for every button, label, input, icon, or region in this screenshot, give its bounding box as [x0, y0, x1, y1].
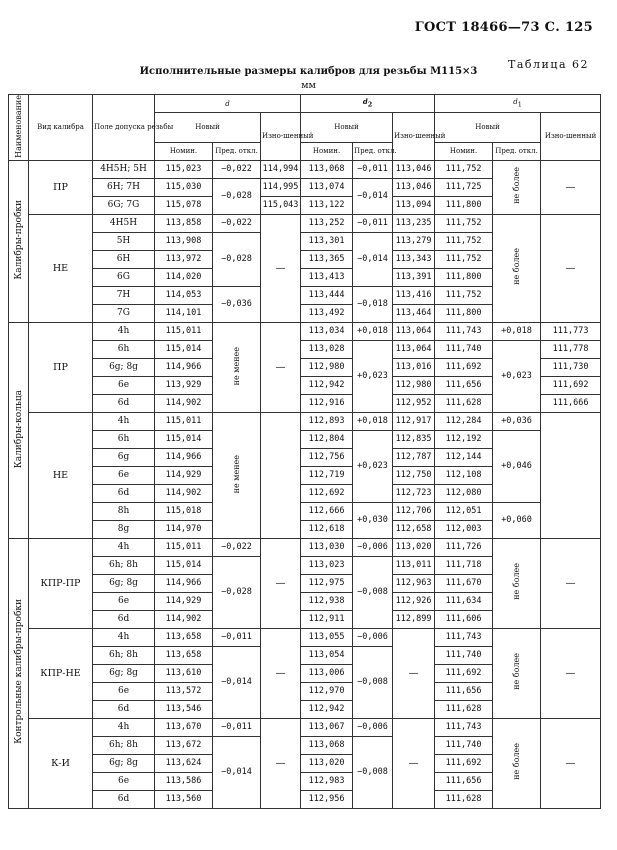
table-body: [9, 160, 601, 808]
cell-d1-nom: 111,628: [435, 394, 493, 412]
tolerance-field: 6g; 8g: [93, 358, 155, 376]
col-d2: $d_2$: [301, 95, 435, 113]
cell-d1-nom: 112,192: [435, 430, 493, 448]
cell-d1-nom: 111,718: [435, 556, 493, 574]
calibre-type: К-И: [29, 718, 93, 808]
col-vid: Вид калибра: [29, 95, 93, 161]
cell-d1-pred: не более: [493, 160, 541, 214]
cell-d-izn: —: [261, 538, 301, 628]
cell-d2-nom: 113,028: [301, 340, 353, 358]
col-d1-nomin: Номин.: [435, 142, 493, 160]
cell-d-nom: 113,658: [155, 646, 213, 664]
table-row: [9, 718, 601, 736]
col-d2-nomin: Номин.: [301, 142, 353, 160]
cell-d1-nom: 111,800: [435, 268, 493, 286]
cell-d2-pred: −0,014: [353, 232, 393, 286]
cell-d-izn: —: [261, 322, 301, 412]
cell-d2-nom: 113,122: [301, 196, 353, 214]
cell-d1-nom: 112,108: [435, 466, 493, 484]
cell-d1-nom: 111,670: [435, 574, 493, 592]
cell-d2-pred: −0,011: [353, 160, 393, 178]
cell-d2-nom: 113,444: [301, 286, 353, 304]
cell-d2-izn: 112,787: [393, 448, 435, 466]
cell-d2-izn: 112,917: [393, 412, 435, 430]
cell-d-pred: не менее: [213, 322, 261, 412]
cell-d1-izn: —: [541, 160, 601, 214]
tolerance-field: 6G; 7G: [93, 196, 155, 214]
cell-d-nom: 113,858: [155, 214, 213, 232]
cell-d2-pred: −0,008: [353, 556, 393, 628]
cell-d-nom: 115,014: [155, 340, 213, 358]
tolerance-field: 6g; 8g: [93, 754, 155, 772]
cell-d2-nom: 112,942: [301, 700, 353, 718]
cell-d1-nom: 111,752: [435, 250, 493, 268]
cell-d-pred: −0,014: [213, 646, 261, 718]
cell-d-pred: −0,022: [213, 214, 261, 232]
cell-d2-izn: 112,963: [393, 574, 435, 592]
tolerance-field: 4H5H: [93, 214, 155, 232]
cell-d2-izn: 112,835: [393, 430, 435, 448]
cell-d2-izn: —: [393, 628, 435, 718]
cell-d-nom: 115,014: [155, 556, 213, 574]
cell-d2-izn: 113,064: [393, 340, 435, 358]
cell-d-nom: 115,014: [155, 430, 213, 448]
cell-d-nom: 115,011: [155, 412, 213, 430]
tolerance-field: 6e: [93, 376, 155, 394]
cell-d1-nom: 111,656: [435, 772, 493, 790]
cell-d1-nom: 111,692: [435, 754, 493, 772]
cell-d2-nom: 113,074: [301, 178, 353, 196]
calibre-type: ПР: [29, 160, 93, 214]
cell-d-nom: 115,018: [155, 502, 213, 520]
tolerance-field: 4h: [93, 628, 155, 646]
col-d1: $d_1$: [435, 95, 601, 113]
cell-d2-pred: +0,023: [353, 340, 393, 412]
cell-d2-pred: +0,030: [353, 502, 393, 538]
cell-d-izn: 115,043: [261, 196, 301, 214]
cell-d1-pred: не более: [493, 214, 541, 322]
cell-d-nom: 114,101: [155, 304, 213, 322]
table-title: Исполнительные размеры калибров для резьбы М115×3: [139, 66, 478, 77]
cell-d2-nom: 112,980: [301, 358, 353, 376]
cell-d-nom: 113,972: [155, 250, 213, 268]
cell-d2-izn: 113,016: [393, 358, 435, 376]
tolerance-field: 8g: [93, 520, 155, 538]
col-d-nomin: Номин.: [155, 142, 213, 160]
cell-d1-nom: 112,284: [435, 412, 493, 430]
cell-d2-pred: +0,023: [353, 430, 393, 502]
cell-d2-nom: 112,692: [301, 484, 353, 502]
cell-d2-nom: 113,023: [301, 556, 353, 574]
cell-d-izn: —: [261, 628, 301, 718]
calibre-type: КПР-ПР: [29, 538, 93, 628]
tolerance-field: 4h: [93, 412, 155, 430]
cell-d1-nom: 111,740: [435, 646, 493, 664]
cell-d2-pred: −0,006: [353, 718, 393, 736]
cell-d2-nom: 113,252: [301, 214, 353, 232]
tolerance-field: 6d: [93, 700, 155, 718]
cell-d-nom: 113,546: [155, 700, 213, 718]
cell-d-nom: 113,572: [155, 682, 213, 700]
col-d1-novyi: Новый: [435, 113, 541, 143]
cell-d2-nom: 112,916: [301, 394, 353, 412]
table-row: [9, 340, 601, 358]
tolerance-field: 6d: [93, 610, 155, 628]
cell-d-nom: 115,023: [155, 160, 213, 178]
cell-d2-izn: 113,343: [393, 250, 435, 268]
tolerance-field: 6h: [93, 430, 155, 448]
cell-d1-izn: —: [541, 628, 601, 718]
cell-d-nom: 114,020: [155, 268, 213, 286]
cell-d2-nom: 112,942: [301, 376, 353, 394]
col-d-pred: Пред. откл.: [213, 142, 261, 160]
cell-d1-pred: +0,018: [493, 322, 541, 340]
cell-d2-nom: 112,666: [301, 502, 353, 520]
calibre-type: НЕ: [29, 412, 93, 538]
cell-d1-izn: —: [541, 718, 601, 808]
cell-d-nom: 113,672: [155, 736, 213, 754]
page-header: ГОСТ 18466—73 С. 125: [414, 20, 593, 35]
cell-d2-izn: 112,980: [393, 376, 435, 394]
cell-d2-pred: +0,018: [353, 322, 393, 340]
tolerance-field: 4h: [93, 718, 155, 736]
cell-d1-nom: 111,606: [435, 610, 493, 628]
cell-d-izn: —: [261, 214, 301, 322]
tolerance-field: 6e: [93, 592, 155, 610]
cell-d2-nom: 112,938: [301, 592, 353, 610]
cell-d1-izn: 111,666: [541, 394, 601, 412]
cell-d-pred: −0,028: [213, 556, 261, 628]
cell-d1-nom: 111,656: [435, 376, 493, 394]
tolerance-field: 6H: [93, 250, 155, 268]
cell-d2-pred: +0,018: [353, 412, 393, 430]
cell-d2-izn: 112,952: [393, 394, 435, 412]
cell-d2-izn: 112,723: [393, 484, 435, 502]
cell-d-nom: 113,658: [155, 628, 213, 646]
cell-d-pred: −0,011: [213, 718, 261, 736]
cell-d1-nom: 112,051: [435, 502, 493, 520]
cell-d2-izn: 113,046: [393, 160, 435, 178]
cell-d-pred: −0,036: [213, 286, 261, 322]
table-row: [9, 412, 601, 430]
cell-d1-pred: +0,060: [493, 502, 541, 538]
cell-d1-nom: 111,740: [435, 340, 493, 358]
table-row: [9, 628, 601, 646]
cell-d2-izn: 112,706: [393, 502, 435, 520]
tolerance-field: 7G: [93, 304, 155, 322]
cell-d2-pred: −0,014: [353, 178, 393, 214]
tolerance-field: 7H: [93, 286, 155, 304]
cell-d1-pred: +0,023: [493, 340, 541, 412]
cell-d-nom: 114,966: [155, 358, 213, 376]
cell-d1-nom: 111,634: [435, 592, 493, 610]
col-d2-pred: Пред. откл.: [353, 142, 393, 160]
cell-d1-nom: 111,752: [435, 160, 493, 178]
cell-d1-nom: 111,752: [435, 286, 493, 304]
cell-d2-izn: 113,064: [393, 322, 435, 340]
tolerance-field: 6e: [93, 466, 155, 484]
cell-d1-nom: 111,800: [435, 196, 493, 214]
cell-d2-izn: 113,279: [393, 232, 435, 250]
cell-d2-nom: 112,804: [301, 430, 353, 448]
cell-d1-nom: 111,752: [435, 232, 493, 250]
cell-d-nom: 114,966: [155, 574, 213, 592]
cell-d-nom: 113,624: [155, 754, 213, 772]
col-d-novyi: Новый: [155, 113, 261, 143]
cell-d-izn: [261, 412, 301, 538]
table-row: [9, 322, 601, 340]
cell-d-nom: 115,011: [155, 322, 213, 340]
cell-d2-izn: 113,011: [393, 556, 435, 574]
tolerance-field: 4h: [93, 322, 155, 340]
cell-d2-pred: −0,011: [353, 214, 393, 232]
cell-d2-nom: 113,054: [301, 646, 353, 664]
table-row: [9, 160, 601, 178]
cell-d-nom: 113,560: [155, 790, 213, 808]
cell-d1-izn: 111,730: [541, 358, 601, 376]
cell-d-izn: 114,994: [261, 160, 301, 178]
tolerance-field: 4h: [93, 538, 155, 556]
cell-d2-pred: −0,006: [353, 628, 393, 646]
cell-d1-nom: 112,003: [435, 520, 493, 538]
cell-d2-nom: 113,067: [301, 718, 353, 736]
cell-d2-nom: 112,719: [301, 466, 353, 484]
cell-d-nom: 113,610: [155, 664, 213, 682]
cell-d-nom: 113,929: [155, 376, 213, 394]
cell-d2-izn: 112,926: [393, 592, 435, 610]
cell-d2-nom: 112,618: [301, 520, 353, 538]
cell-d2-nom: 112,756: [301, 448, 353, 466]
cell-d2-nom: 113,006: [301, 664, 353, 682]
cell-d1-nom: 111,726: [435, 538, 493, 556]
cell-d2-izn: 113,046: [393, 178, 435, 196]
cell-d1-nom: 111,692: [435, 664, 493, 682]
tolerance-field: 6e: [93, 682, 155, 700]
table-row: [9, 214, 601, 232]
cell-d-nom: 114,053: [155, 286, 213, 304]
cell-d2-izn: 113,391: [393, 268, 435, 286]
cell-d2-nom: 112,911: [301, 610, 353, 628]
cell-d2-izn: 113,464: [393, 304, 435, 322]
cell-d1-nom: 111,743: [435, 718, 493, 736]
cell-d1-pred: не более: [493, 718, 541, 808]
cell-d1-nom: 111,725: [435, 178, 493, 196]
cell-d1-izn: 111,773: [541, 322, 601, 340]
cell-d-nom: 113,586: [155, 772, 213, 790]
calibre-type: ПР: [29, 322, 93, 412]
cell-d-pred: −0,028: [213, 178, 261, 214]
group-label: Контрольные калибры-пробки: [9, 538, 29, 808]
cell-d2-nom: 112,893: [301, 412, 353, 430]
tolerance-field: 6e: [93, 772, 155, 790]
cell-d1-nom: 111,692: [435, 358, 493, 376]
cell-d2-nom: 112,983: [301, 772, 353, 790]
cell-d1-nom: 111,628: [435, 700, 493, 718]
tolerance-field: 6g; 8g: [93, 574, 155, 592]
col-d2-izn: Изно-шенный: [393, 113, 435, 161]
cell-d2-nom: 112,970: [301, 682, 353, 700]
cell-d2-nom: 113,034: [301, 322, 353, 340]
cell-d-nom: 114,966: [155, 448, 213, 466]
cell-d2-nom: 113,030: [301, 538, 353, 556]
cell-d2-nom: 112,956: [301, 790, 353, 808]
cell-d-nom: 113,670: [155, 718, 213, 736]
cell-d2-nom: 113,365: [301, 250, 353, 268]
cell-d1-nom: 111,743: [435, 322, 493, 340]
unit-label: мм: [301, 80, 316, 91]
col-d2-novyi: Новый: [301, 113, 393, 143]
cell-d1-pred: не более: [493, 538, 541, 628]
cell-d2-nom: 113,068: [301, 160, 353, 178]
cell-d-nom: 114,902: [155, 394, 213, 412]
tolerance-field: 6d: [93, 790, 155, 808]
tolerance-field: 6G: [93, 268, 155, 286]
cell-d2-izn: 113,235: [393, 214, 435, 232]
cell-d2-pred: −0,018: [353, 286, 393, 322]
cell-d2-izn: 113,416: [393, 286, 435, 304]
cell-d2-nom: 113,492: [301, 304, 353, 322]
group-label: Калибры-кольца: [9, 322, 29, 538]
col-naim: Наименование: [9, 95, 29, 161]
cell-d1-nom: 111,740: [435, 736, 493, 754]
cell-d2-izn: 112,750: [393, 466, 435, 484]
cell-d-nom: 115,030: [155, 178, 213, 196]
tolerance-field: 6H; 7H: [93, 178, 155, 196]
cell-d1-nom: 111,752: [435, 214, 493, 232]
cell-d-nom: 115,078: [155, 196, 213, 214]
cell-d1-nom: 111,656: [435, 682, 493, 700]
cell-d1-izn: —: [541, 214, 601, 322]
cell-d2-izn: 113,094: [393, 196, 435, 214]
cell-d1-nom: 111,628: [435, 790, 493, 808]
cell-d2-nom: 113,413: [301, 268, 353, 286]
tolerance-field: 6d: [93, 394, 155, 412]
cell-d-izn: 114,995: [261, 178, 301, 196]
cell-d-pred: −0,022: [213, 538, 261, 556]
col-d: d: [155, 95, 301, 113]
cell-d1-nom: 112,144: [435, 448, 493, 466]
cell-d1-nom: 111,800: [435, 304, 493, 322]
cell-d-pred: −0,028: [213, 232, 261, 286]
col-d1-izn: Изно-шенный: [541, 113, 601, 161]
table-number: Таблица 62: [508, 58, 589, 71]
cell-d2-nom: 113,055: [301, 628, 353, 646]
cell-d-nom: 114,929: [155, 592, 213, 610]
tolerance-field: 6g: [93, 448, 155, 466]
tolerance-field: 6d: [93, 484, 155, 502]
cell-d2-izn: 112,899: [393, 610, 435, 628]
group-label: Калибры-пробки: [9, 160, 29, 322]
cell-d-pred: −0,014: [213, 736, 261, 808]
cell-d-nom: 114,970: [155, 520, 213, 538]
cell-d2-pred: −0,008: [353, 646, 393, 718]
cell-d2-pred: −0,006: [353, 538, 393, 556]
col-d1-pred: Пред. откл.: [493, 142, 541, 160]
cell-d1-izn: 111,778: [541, 340, 601, 358]
cell-d2-nom: 112,975: [301, 574, 353, 592]
cell-d-pred: −0,022: [213, 160, 261, 178]
tolerance-field: 6h: [93, 340, 155, 358]
cell-d-nom: 113,908: [155, 232, 213, 250]
tolerance-field: 6g; 8g: [93, 664, 155, 682]
cell-d-pred: не менее: [213, 412, 261, 538]
table-row: [9, 538, 601, 556]
cell-d2-nom: 113,068: [301, 736, 353, 754]
tolerance-table: [8, 94, 601, 809]
tolerance-field: 4H5H; 5H: [93, 160, 155, 178]
cell-d1-pred: не более: [493, 628, 541, 718]
cell-d2-izn: 113,020: [393, 538, 435, 556]
table-row: [9, 430, 601, 448]
cell-d1-pred: +0,036: [493, 412, 541, 430]
cell-d1-pred: +0,046: [493, 430, 541, 502]
cell-d1-izn: 111,692: [541, 376, 601, 394]
cell-d1-nom: 112,080: [435, 484, 493, 502]
cell-d1-nom: 111,743: [435, 628, 493, 646]
col-d-izn: Изно-шенный: [261, 113, 301, 161]
calibre-type: НЕ: [29, 214, 93, 322]
tolerance-field: 6h; 8h: [93, 646, 155, 664]
cell-d-izn: —: [261, 718, 301, 808]
cell-d2-nom: 113,020: [301, 754, 353, 772]
col-pole: Поле допуска резьбы: [93, 95, 155, 161]
tolerance-field: 8h: [93, 502, 155, 520]
cell-d1-izn: [541, 412, 601, 538]
cell-d2-izn: 112,658: [393, 520, 435, 538]
tolerance-field: 6h; 8h: [93, 556, 155, 574]
cell-d2-nom: 113,301: [301, 232, 353, 250]
cell-d-nom: 114,902: [155, 484, 213, 502]
cell-d1-izn: —: [541, 538, 601, 628]
calibre-type: КПР-НЕ: [29, 628, 93, 718]
cell-d-pred: −0,011: [213, 628, 261, 646]
cell-d2-izn: —: [393, 718, 435, 808]
cell-d-nom: 114,929: [155, 466, 213, 484]
cell-d-nom: 115,011: [155, 538, 213, 556]
cell-d2-pred: −0,008: [353, 736, 393, 808]
cell-d-nom: 114,902: [155, 610, 213, 628]
tolerance-field: 5H: [93, 232, 155, 250]
tolerance-field: 6h; 8h: [93, 736, 155, 754]
table-row: [9, 502, 601, 520]
